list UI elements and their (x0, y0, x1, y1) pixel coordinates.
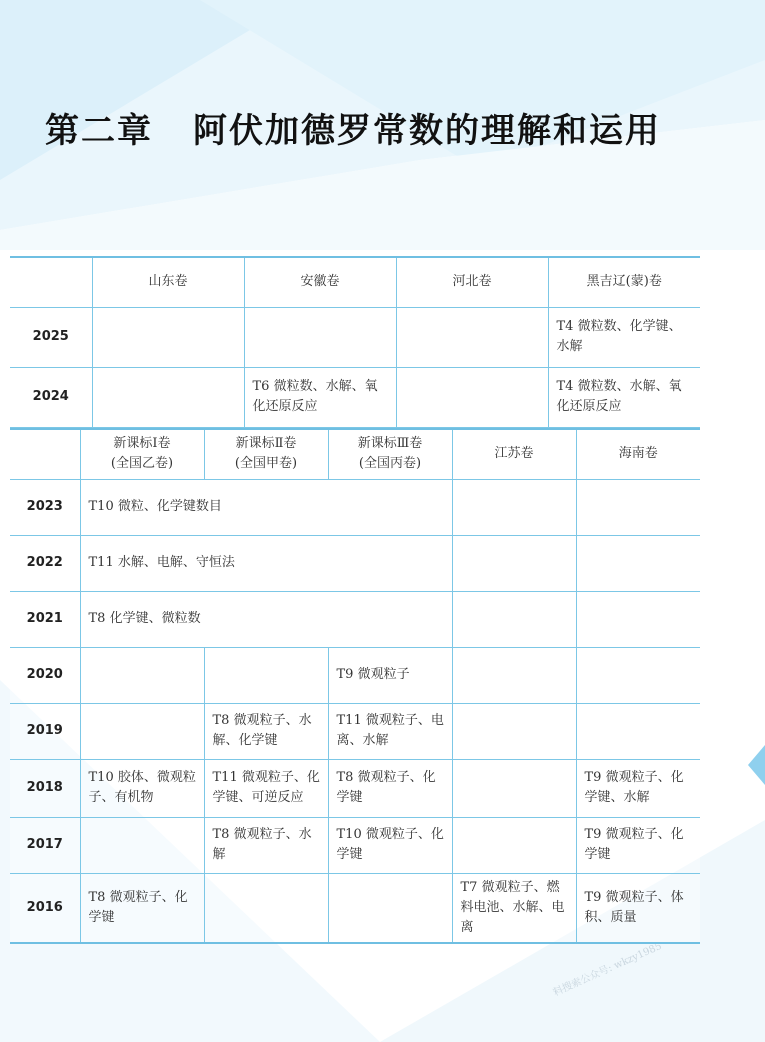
table-cell (80, 703, 204, 759)
year-cell: 2017 (10, 817, 80, 873)
table-cell (92, 307, 244, 367)
exam-table-bottom (10, 428, 700, 944)
table-cell (396, 307, 548, 367)
year-cell: 2025 (10, 307, 92, 367)
col-header-heijiliao: 黑吉辽(蒙)卷 (548, 257, 700, 307)
table-row (10, 759, 700, 817)
header-line: 新课标Ⅲ卷 (357, 436, 423, 452)
col-header-xinkebiao-1 (80, 429, 204, 479)
table-cell (452, 479, 576, 535)
year-cell: 2016 (10, 873, 80, 943)
col-header-hebei: 河北卷 (396, 257, 548, 307)
table-cell (452, 647, 576, 703)
year-cell: 2023 (10, 479, 80, 535)
table-cell (452, 591, 576, 647)
table-cell (576, 535, 700, 591)
table-row (10, 307, 700, 367)
year-cell: 2019 (10, 703, 80, 759)
table-cell (452, 535, 576, 591)
table-row (10, 479, 700, 535)
table-cell (452, 703, 576, 759)
table-row (10, 367, 700, 427)
table-cell (452, 759, 576, 817)
corner-cell (10, 429, 80, 479)
table-cell: T4 微粒数、水解、氧化还原反应 (548, 367, 700, 427)
table-header-row (10, 257, 700, 307)
table-cell: T9 微观粒子、化学键、水解 (576, 759, 700, 817)
table-cell: T10 胶体、微观粒子、有机物 (80, 759, 204, 817)
table-cell: T11 微观粒子、电离、水解 (328, 703, 452, 759)
table-cell (576, 591, 700, 647)
merged-cell: T11 水解、电解、守恒法 (80, 535, 452, 591)
table-cell: T4 微粒数、化学键、水解 (548, 307, 700, 367)
table-cell (396, 367, 548, 427)
table-cell: T8 微观粒子、水解 (204, 817, 328, 873)
merged-cell: T8 化学键、微粒数 (80, 591, 452, 647)
table-cell: T11 微观粒子、化学键、可逆反应 (204, 759, 328, 817)
table-row (10, 591, 700, 647)
table-cell: T8 微观粒子、水解、化学键 (204, 703, 328, 759)
table-row (10, 703, 700, 759)
table-row (10, 535, 700, 591)
table-cell (204, 873, 328, 943)
table-row (10, 817, 700, 873)
table-cell (92, 367, 244, 427)
watermark: 料搜索公众号: wkzy1985 (551, 940, 664, 999)
table-cell: T9 微观粒子、体积、质量 (576, 873, 700, 943)
table-cell: T9 微观粒子、化学键 (576, 817, 700, 873)
table-cell: T8 微观粒子、化学键 (328, 759, 452, 817)
table-cell (576, 479, 700, 535)
table-cell: T9 微观粒子 (328, 647, 452, 703)
table-cell (244, 307, 396, 367)
header-line: (全国乙卷) (110, 456, 174, 472)
table-cell (204, 647, 328, 703)
corner-cell (10, 257, 92, 307)
table-cell: T7 微观粒子、燃料电池、水解、电离 (452, 873, 576, 943)
table-cell (576, 647, 700, 703)
col-header-hainan: 海南卷 (576, 429, 700, 479)
table-cell (80, 817, 204, 873)
table-cell (80, 647, 204, 703)
table-row (10, 873, 700, 943)
header-line: (全国甲卷) (234, 456, 298, 472)
table-header-row (10, 429, 700, 479)
table-cell: T10 微观粒子、化学键 (328, 817, 452, 873)
year-cell: 2020 (10, 647, 80, 703)
year-cell: 2022 (10, 535, 80, 591)
header-line: (全国丙卷) (358, 456, 422, 472)
year-cell: 2021 (10, 591, 80, 647)
year-cell: 2024 (10, 367, 92, 427)
col-header-xinkebiao-3 (328, 429, 452, 479)
col-header-xinkebiao-2 (204, 429, 328, 479)
col-header-shandong: 山东卷 (92, 257, 244, 307)
year-cell: 2018 (10, 759, 80, 817)
merged-cell: T10 微粒、化学键数目 (80, 479, 452, 535)
table-cell (328, 873, 452, 943)
table-cell (452, 817, 576, 873)
table-cell: T6 微粒数、水解、氧化还原反应 (244, 367, 396, 427)
header-line: 新课标Ⅱ卷 (235, 436, 297, 452)
col-header-jiangsu: 江苏卷 (452, 429, 576, 479)
exam-table-top (10, 256, 700, 428)
header-line: 新课标Ⅰ卷 (113, 436, 171, 452)
chapter-title-text: 阿伏加德罗常数的理解和运用 (193, 111, 661, 151)
table-row (10, 647, 700, 703)
table-cell: T8 微观粒子、化学键 (80, 873, 204, 943)
table-cell (576, 703, 700, 759)
chapter-title (45, 103, 661, 152)
chapter-number: 第二章 (45, 111, 153, 151)
col-header-anhui: 安徽卷 (244, 257, 396, 307)
